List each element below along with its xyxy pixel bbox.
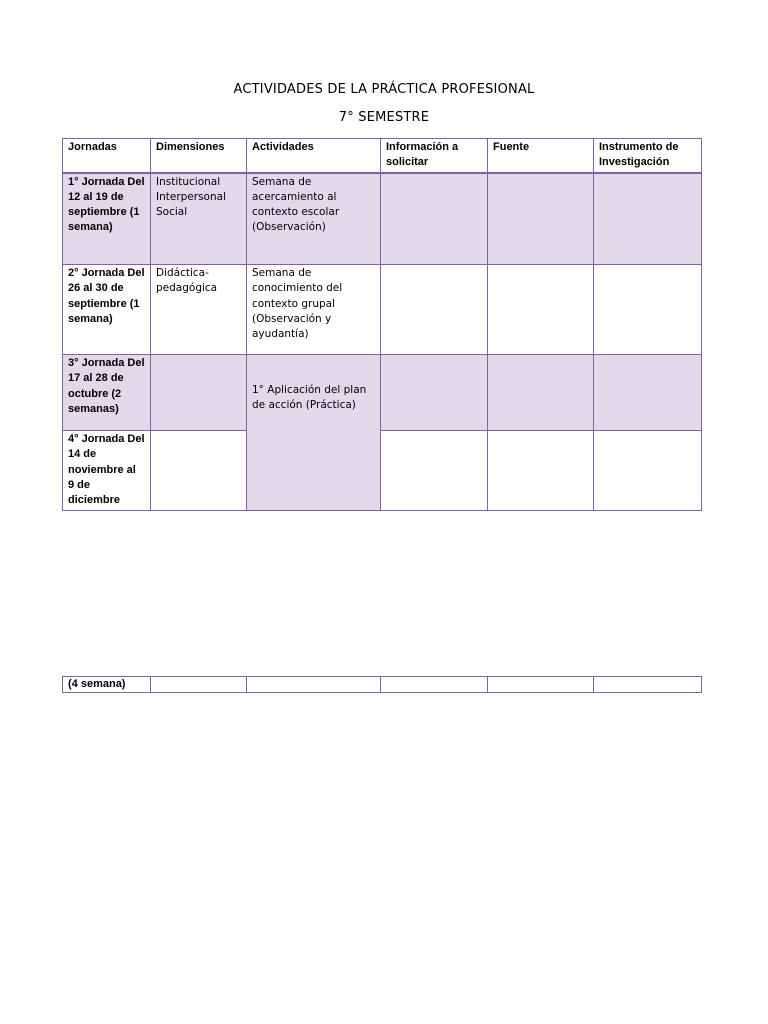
table-row (63, 355, 702, 431)
table-header-row (63, 139, 702, 173)
cell-dimensiones: Didáctica-pedagógica (151, 265, 247, 355)
cell-dimensiones: Institucional Interpersonal Social (151, 173, 247, 265)
cell-informacion (381, 355, 488, 431)
cell-jornada: 4° Jornada Del 14 de noviembre al 9 de diciembre (63, 431, 151, 510)
cell-informacion (381, 265, 488, 355)
cell-actividades: Semana de acercamiento al contexto escolar (Observación) (247, 173, 381, 265)
document-subtitle: 7° SEMESTRE (338, 110, 430, 125)
cell-informacion (381, 173, 488, 265)
table-row (63, 173, 702, 265)
table-row (63, 431, 702, 510)
document-title: ACTIVIDADES DE LA PRÁCTICA PROFESIONAL (233, 82, 535, 97)
cell-instrumento (594, 355, 702, 431)
cell-fuente (488, 265, 594, 355)
cell-jornada: 2° Jornada Del 26 al 30 de septiembre (1 semana) (63, 265, 151, 355)
cell-jornada: (4 semana) (63, 677, 151, 693)
cell-jornada: 1° Jornada Del 12 al 19 de septiembre (1 semana) (63, 173, 151, 265)
header-jornadas: Jornadas (63, 139, 151, 173)
cell-jornada: 3° Jornada Del 17 al 28 de octubre (2 semanas) (63, 355, 151, 431)
cell-informacion (381, 431, 488, 510)
cell-actividades: 1° Aplicación del plan de acción (Práctica) (247, 355, 381, 510)
header-informacion: Información a solicitar (381, 139, 488, 173)
continuation-table (62, 676, 702, 693)
cell-empty (247, 677, 381, 693)
cell-instrumento (594, 431, 702, 510)
header-dimensiones: Dimensiones (151, 139, 247, 173)
cell-actividades: Semana de conocimiento del contexto grupal (Observación y ayudantía) (247, 265, 381, 355)
cell-empty (151, 677, 247, 693)
cell-instrumento (594, 265, 702, 355)
cell-fuente (488, 355, 594, 431)
cell-empty (488, 677, 594, 693)
header-instrumento: Instrumento de Investigación (594, 139, 702, 173)
header-fuente: Fuente (488, 139, 594, 173)
cell-fuente (488, 431, 594, 510)
table-row (63, 677, 702, 693)
cell-fuente (488, 173, 594, 265)
cell-dimensiones (151, 431, 247, 510)
table-row (63, 265, 702, 355)
activities-table (62, 138, 702, 511)
cell-empty (381, 677, 488, 693)
cell-empty (594, 677, 702, 693)
cell-instrumento (594, 173, 702, 265)
header-actividades: Actividades (247, 139, 381, 173)
cell-dimensiones (151, 355, 247, 431)
